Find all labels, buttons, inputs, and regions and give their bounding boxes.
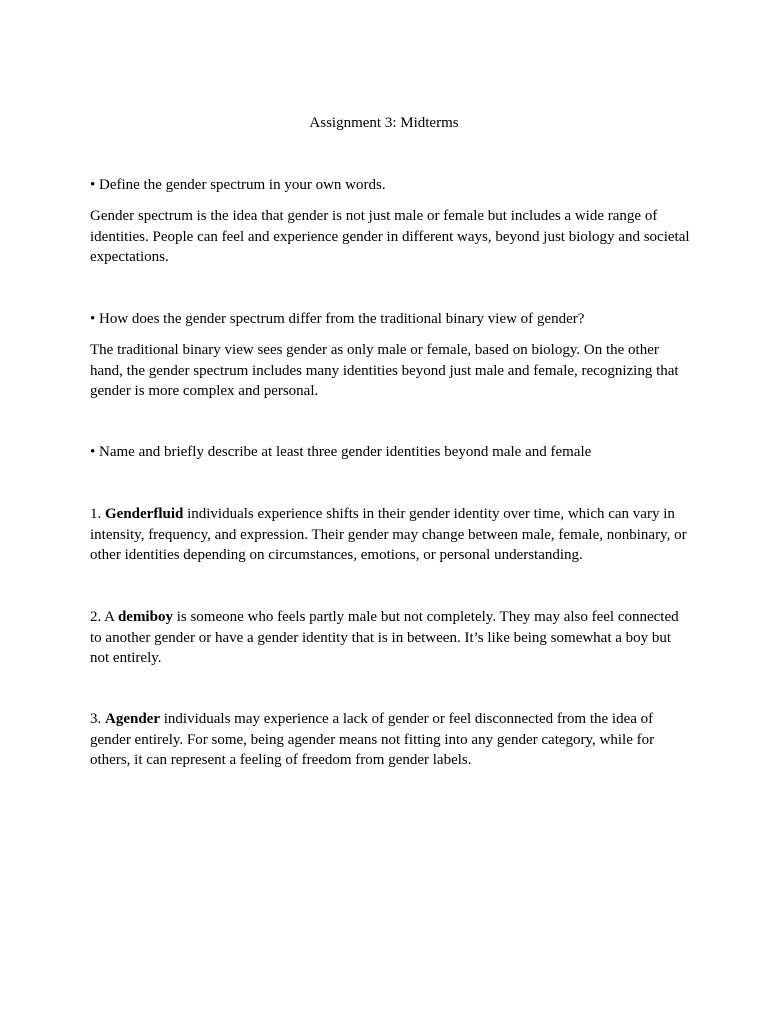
question-2-prompt: • How does the gender spectrum differ from the traditional binary view of gender? xyxy=(90,311,585,327)
identity-term: Agender xyxy=(105,711,160,727)
identity-number: 3. xyxy=(90,711,105,727)
identity-term: demiboy xyxy=(117,609,173,625)
identity-item-demiboy xyxy=(90,607,690,669)
identity-description: individuals experience shifts in their gender identity over time, which can vary in intensity, frequency, and expression. Their gender may change between male, female, nonbinary, or other identities depending on circumstances, emotions, or personal understanding. xyxy=(90,506,687,563)
identity-description: is someone who feels partly male but not completely. They may also feel connected to another gender or have a gender identity that is in between. It’s like being somewhat a boy but not entirely. xyxy=(90,609,679,666)
question-3-prompt: • Name and briefly describe at least three gender identities beyond male and female xyxy=(90,444,592,460)
identity-item-genderfluid xyxy=(90,504,690,566)
identity-term: Genderfluid xyxy=(105,506,184,522)
identity-description: individuals may experience a lack of gender or feel disconnected from the idea of gender entirely. For some, being agender means not fitting into any gender category, while for others, it can represent a feeling of freedom from gender labels. xyxy=(90,711,655,768)
identity-number: 2. A xyxy=(90,609,118,625)
identity-item-agender xyxy=(90,709,690,771)
document-title: Assignment 3: Midterms xyxy=(309,115,459,131)
question-1-prompt: • Define the gender spectrum in your own words. xyxy=(90,177,386,193)
question-1-answer: Gender spectrum is the idea that gender is not just male or female but includes a wide range of identities. People can feel and experience gender in different ways, beyond just biology and societal expectations. xyxy=(90,208,690,265)
question-2-answer: The traditional binary view sees gender as only male or female, based on biology. On the other hand, the gender spectrum includes many identities beyond just male and female, recognizing that gender is more complex and personal. xyxy=(90,342,679,399)
identity-number: 1. xyxy=(90,506,105,522)
